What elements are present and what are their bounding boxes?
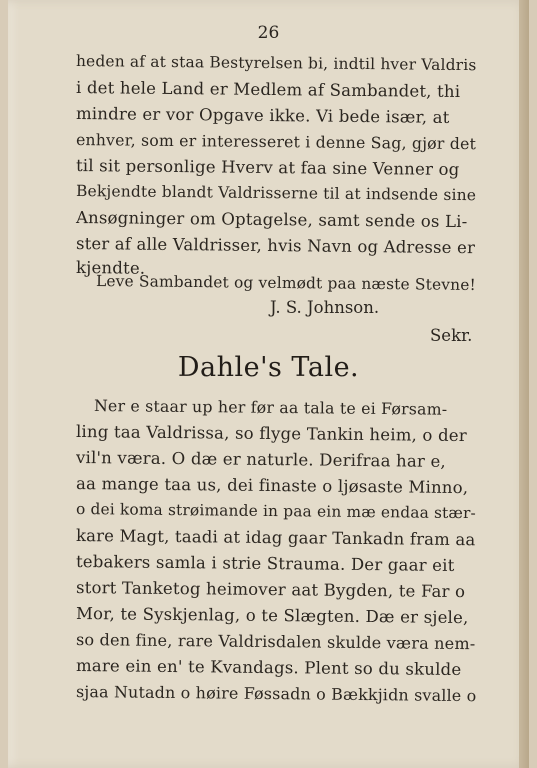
text-line: sjaa Nutadn o høire Føssadn o Bækkjidn svalle o <box>75 682 477 706</box>
signature-name: J. S. Johnson. <box>270 298 380 317</box>
text-line: heden af at staa Bestyrelsen bi, indtil hver Valdris <box>75 52 477 75</box>
text-line: Bekjendte blandt Valdrisserne til at indsende sine <box>75 182 477 205</box>
text-line: stort Tanketog heimover aat Bygden, te Far o <box>75 578 466 602</box>
text-line: Ner e staar up her før aa tala te ei Førsam- <box>93 396 448 419</box>
text-line: kjendte. <box>75 258 146 278</box>
section-heading: Dahle's Tale. <box>177 352 360 383</box>
page-number: 26 <box>257 23 280 43</box>
text-line: kare Magt, taadi at idag gaar Tankadn fram aa <box>75 526 476 550</box>
text-line: mare ein en' te Kvandags. Plent so du skulde <box>75 656 462 680</box>
text-line: Leve Sambandet og velmødt paa næste Stevne! <box>95 272 477 294</box>
text-line: Ansøgninger om Optagelse, samt sende os Li- <box>75 208 468 232</box>
text-line: til sit personlige Hverv at faa sine Venner og <box>75 156 460 180</box>
text-line: ster af alle Valdrisser, hvis Navn og Adresse er <box>75 234 476 258</box>
text-line: tebakers samla i strie Strauma. Der gaar eit <box>75 552 455 575</box>
text-line: vil'n væra. O dæ er naturle. Derifraa har e, <box>75 448 447 471</box>
page-spine-shadow <box>519 0 529 768</box>
text-line: i det hele Land er Medlem af Sambandet, thi <box>75 78 461 102</box>
text-line: Mor, te Syskjenlag, o te Slægten. Dæ er sjele, <box>75 604 469 628</box>
text-line: so den fine, rare Valdrisdalen skulde væra nem- <box>75 630 476 654</box>
book-page <box>8 0 529 768</box>
text-line: aa mange taa us, dei finaste o ljøsaste Minno, <box>75 474 469 498</box>
text-line: enhver, som er interesseret i denne Sag, gjør det <box>75 130 477 154</box>
text-line: o dei koma strøimande in paa ein mæ endaa stær- <box>75 500 477 523</box>
text-line: ling taa Valdrissa, so flyge Tankin heim, o der <box>75 422 467 446</box>
signature-title: Sekr. <box>430 326 473 345</box>
text-line: mindre er vor Opgave ikke. Vi bede især, at <box>75 104 450 127</box>
